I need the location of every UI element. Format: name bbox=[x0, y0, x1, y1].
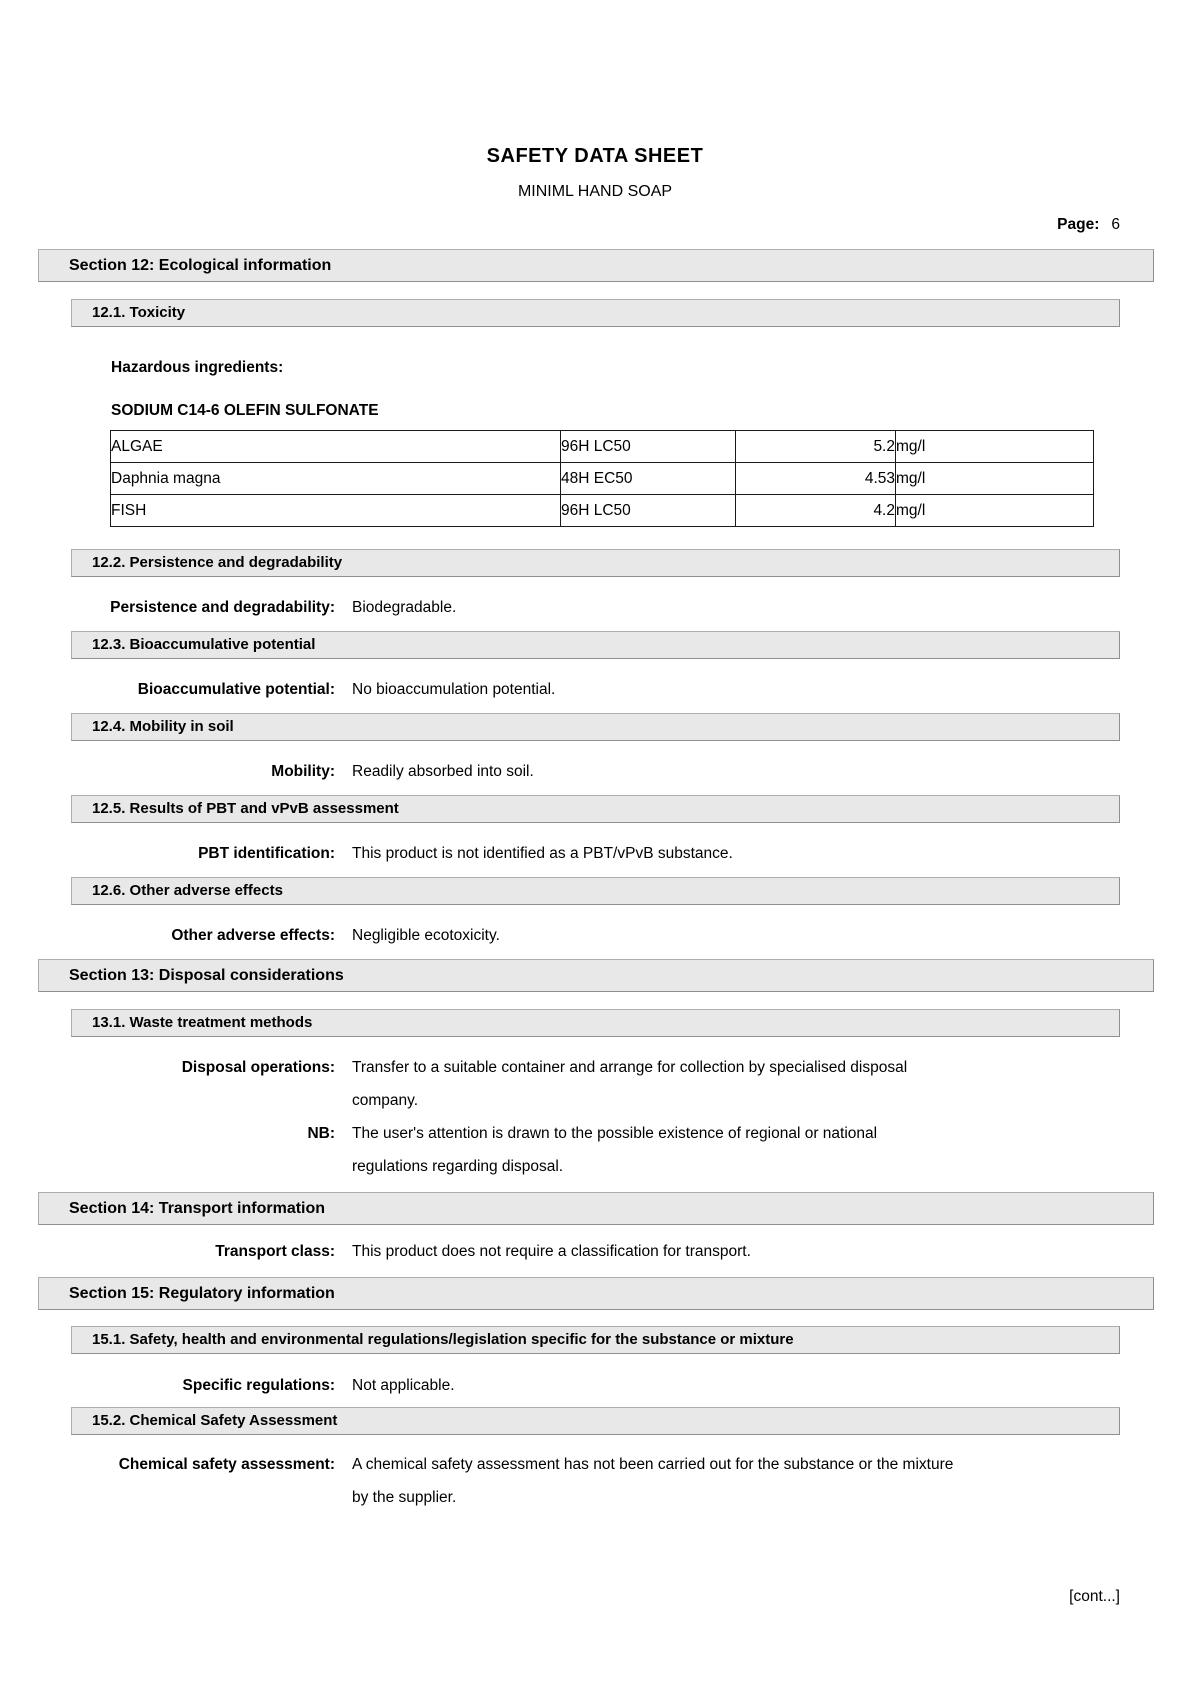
test-cell: 96H LC50 bbox=[561, 495, 736, 527]
field-label: Persistence and degradability: bbox=[110, 599, 335, 616]
field-value: Readily absorbed into soil. bbox=[352, 763, 534, 780]
unit-cell: mg/l bbox=[896, 463, 1094, 495]
field-row-transport-class bbox=[0, 1235, 1190, 1268]
unit-cell: mg/l bbox=[896, 431, 1094, 463]
subsection-12-2-header: 12.2. Persistence and degradability bbox=[71, 549, 1120, 577]
section-15-header: Section 15: Regulatory information bbox=[38, 1277, 1154, 1310]
field-label: NB: bbox=[307, 1125, 335, 1142]
section-14-header: Section 14: Transport information bbox=[38, 1192, 1154, 1225]
substance-name-heading: SODIUM C14-6 OLEFIN SULFONATE bbox=[111, 402, 379, 419]
subsection-12-4-header: 12.4. Mobility in soil bbox=[71, 713, 1120, 741]
field-row-disposal bbox=[0, 1051, 1190, 1117]
product-name: MINIML HAND SOAP bbox=[517, 183, 673, 200]
page-label: Page: bbox=[1057, 216, 1100, 233]
field-row-adverse-effects bbox=[0, 919, 1190, 952]
field-label: Chemical safety assessment: bbox=[118, 1456, 335, 1473]
test-cell: 48H EC50 bbox=[561, 463, 736, 495]
field-label: Other adverse effects: bbox=[171, 927, 335, 944]
value-cell: 4.53 bbox=[736, 463, 896, 495]
page-number: 6 bbox=[1111, 216, 1120, 233]
value-cell: 5.2 bbox=[736, 431, 896, 463]
field-row-persistence bbox=[0, 591, 1190, 624]
field-value: Not applicable. bbox=[352, 1377, 455, 1394]
section-13-header: Section 13: Disposal considerations bbox=[38, 959, 1154, 992]
organism-cell: FISH bbox=[111, 495, 561, 527]
table-row bbox=[111, 431, 1094, 463]
test-cell: 96H LC50 bbox=[561, 431, 736, 463]
subsection-15-2-header: 15.2. Chemical Safety Assessment bbox=[71, 1407, 1120, 1435]
field-value bbox=[352, 1051, 907, 1117]
table-row bbox=[111, 463, 1094, 495]
field-row-chemical-safety bbox=[0, 1448, 1190, 1514]
subsection-13-1-header: 13.1. Waste treatment methods bbox=[71, 1009, 1120, 1037]
field-row-pbt bbox=[0, 837, 1190, 870]
field-label: Specific regulations: bbox=[182, 1377, 335, 1394]
field-row-mobility bbox=[0, 755, 1190, 788]
field-row-nb bbox=[0, 1117, 1190, 1183]
field-label: Bioaccumulative potential: bbox=[137, 681, 335, 698]
subsection-12-3-header: 12.3. Bioaccumulative potential bbox=[71, 631, 1120, 659]
field-value-line: The user's attention is drawn to the possible existence of regional or national bbox=[352, 1125, 878, 1142]
field-value bbox=[352, 1117, 877, 1183]
organism-cell: ALGAE bbox=[111, 431, 561, 463]
field-value: This product is not identified as a PBT/vPvB substance. bbox=[352, 845, 733, 862]
section-12-header: Section 12: Ecological information bbox=[38, 249, 1154, 282]
subsection-12-5-header: 12.5. Results of PBT and vPvB assessment bbox=[71, 795, 1120, 823]
field-value: Biodegradable. bbox=[352, 599, 457, 616]
field-value-line: regulations regarding disposal. bbox=[352, 1158, 564, 1175]
field-label: PBT identification: bbox=[198, 845, 335, 862]
doc-title: SAFETY DATA SHEET bbox=[486, 145, 704, 167]
field-value: Negligible ecotoxicity. bbox=[352, 927, 500, 944]
field-value-line: company. bbox=[352, 1092, 419, 1109]
field-value-line: A chemical safety assessment has not been carried out for the substance or the mixture bbox=[352, 1456, 954, 1473]
toxicity-table bbox=[110, 430, 1094, 527]
field-value: This product does not require a classification for transport. bbox=[352, 1243, 751, 1260]
field-value-line: by the supplier. bbox=[352, 1489, 457, 1506]
field-row-specific-regulations bbox=[0, 1369, 1190, 1402]
unit-cell: mg/l bbox=[896, 495, 1094, 527]
table-row bbox=[111, 495, 1094, 527]
field-label: Disposal operations: bbox=[181, 1059, 335, 1076]
continuation-marker: [cont...] bbox=[1069, 1588, 1120, 1605]
organism-cell: Daphnia magna bbox=[111, 463, 561, 495]
field-label: Mobility: bbox=[271, 763, 335, 780]
field-value-line: Transfer to a suitable container and arrange for collection by specialised disposal bbox=[352, 1059, 908, 1076]
subsection-12-6-header: 12.6. Other adverse effects bbox=[71, 877, 1120, 905]
hazardous-ingredients-heading: Hazardous ingredients: bbox=[111, 359, 284, 376]
field-value bbox=[352, 1448, 953, 1514]
field-value: No bioaccumulation potential. bbox=[352, 681, 556, 698]
subsection-15-1-header: 15.1. Safety, health and environmental regulations/legislation specific for the substance or mixture bbox=[71, 1326, 1120, 1354]
field-row-bioaccumulation bbox=[0, 673, 1190, 706]
page-indicator bbox=[0, 215, 1190, 234]
field-label: Transport class: bbox=[215, 1243, 335, 1260]
subsection-12-1-header: 12.1. Toxicity bbox=[71, 299, 1120, 327]
value-cell: 4.2 bbox=[736, 495, 896, 527]
